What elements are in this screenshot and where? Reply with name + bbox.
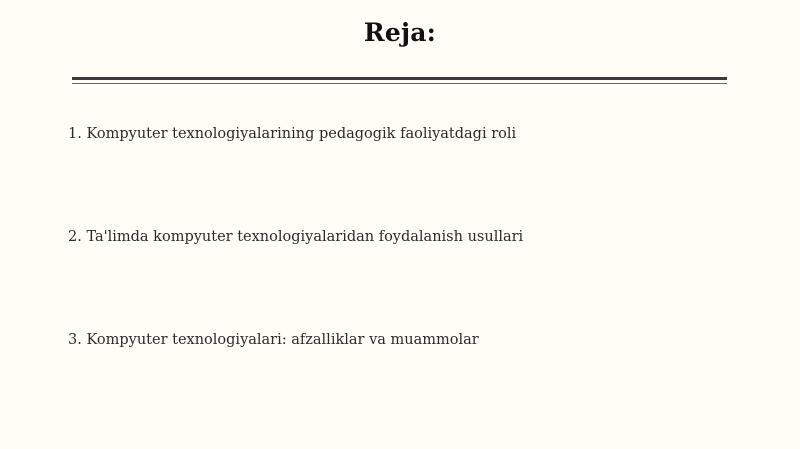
title-divider: [72, 77, 727, 84]
divider-thick-line: [72, 77, 727, 80]
plan-item-2: 2. Ta'limda kompyuter texnologiyalaridan foydalanish usullari: [68, 229, 524, 245]
divider-thin-line: [72, 83, 727, 84]
slide-title: Reja:: [363, 18, 437, 47]
plan-item-1: 1. Kompyuter texnologiyalarining pedagogik faoliyatdagi roli: [68, 126, 517, 142]
plan-item-3: 3. Kompyuter texnologiyalari: afzalliklar va muammolar: [68, 332, 479, 348]
